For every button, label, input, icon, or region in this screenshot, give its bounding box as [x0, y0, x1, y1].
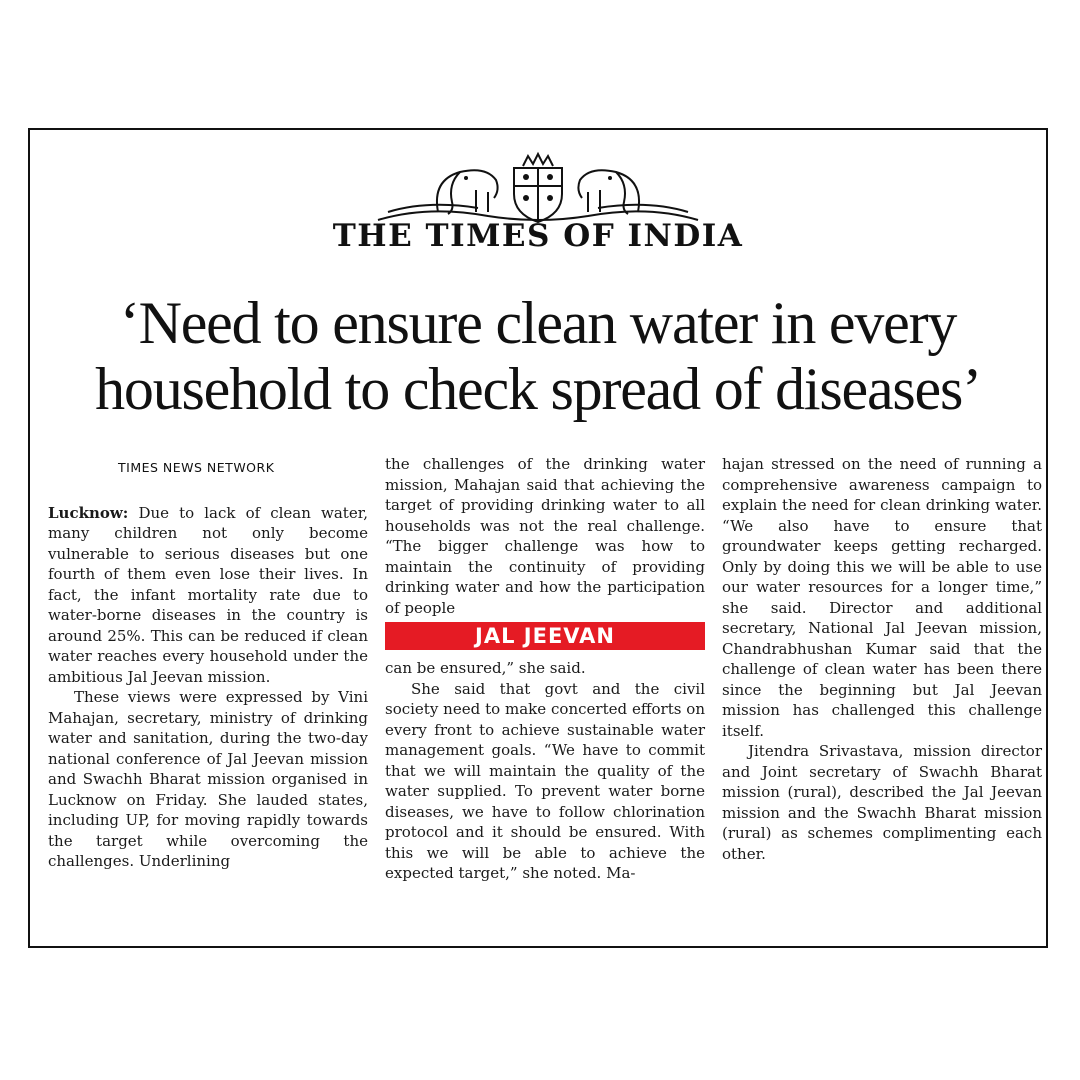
article-paragraph: Jitendra Srivastava, mission director and Joint secretary of Swachh Bharat mission (rural), described the Jal Jeevan mission and the Swachh Bharat mission (rural) as schemes complimenting each other.	[722, 742, 1042, 863]
article-column-2	[385, 454, 705, 884]
masthead-title: THE TIMES OF INDIA	[332, 218, 744, 254]
section-banner: JAL JEEVAN	[385, 622, 705, 650]
paragraph-text: Due to lack of clean water, many children not only become vulnerable to serious diseases but one fourth of them even lose their lives. In fact, the infant mortality rate due to water-borne diseases in the country is around 25%. This can be reduced if clean water reaches every household under the ambitious Jal Jeevan mission.	[48, 503, 368, 686]
article-paragraph	[48, 503, 368, 688]
dateline: Lucknow:	[48, 503, 129, 522]
byline: TIMES NEWS NETWORK	[118, 460, 275, 475]
article-paragraph: the challenges of the drinking water mission, Mahajan said that achieving the target of providing drinking water to all households was not the real challenge. “The bigger challenge was how to maintain the continuity of providing drinking water and how the participation of people	[385, 455, 705, 617]
article-paragraph: can be ensured,” she said.	[385, 659, 586, 677]
article-headline	[30, 290, 1046, 422]
article-column-3	[722, 454, 1042, 864]
article-paragraph: hajan stressed on the need of running a comprehensive awareness campaign to explain the need for clean drinking water. “We also have to ensure that groundwater keeps getting recharged. Only by doing this we will be able to use our water resources for a longer time,” she said. Director and additional secretary, National Jal Jeevan mission, Chandrabhushan Kumar said that the challenge of clean water has been there since the beginning but Jal Jeevan mission has challenged this challenge itself.	[722, 455, 1042, 740]
article-paragraph: She said that govt and the civil society need to make concerted efforts on every front to achieve sustainable water management goals. “We have to commit that we will maintain the quality of the water supplied. To prevent water borne diseases, we have to follow chlorination protocol and it should be ensured. With this we will be able to achieve the expected target,” she noted. Ma-	[385, 679, 705, 882]
article-column-1	[48, 454, 368, 872]
headline-line-2: household to check spread of diseases’	[95, 356, 981, 422]
article-paragraph: These views were expressed by Vini Mahajan, secretary, ministry of drinking water and sanitation, during the two-day national conference of Jal Jeevan mission and Swachh Bharat mission organised in Lucknow on Friday. She lauded states, including UP, for moving rapidly towards the target while overcoming the challenges. Underlining	[48, 688, 368, 870]
headline-line-1: ‘Need to ensure clean water in every	[119, 290, 957, 356]
newspaper-clipping	[28, 128, 1048, 948]
